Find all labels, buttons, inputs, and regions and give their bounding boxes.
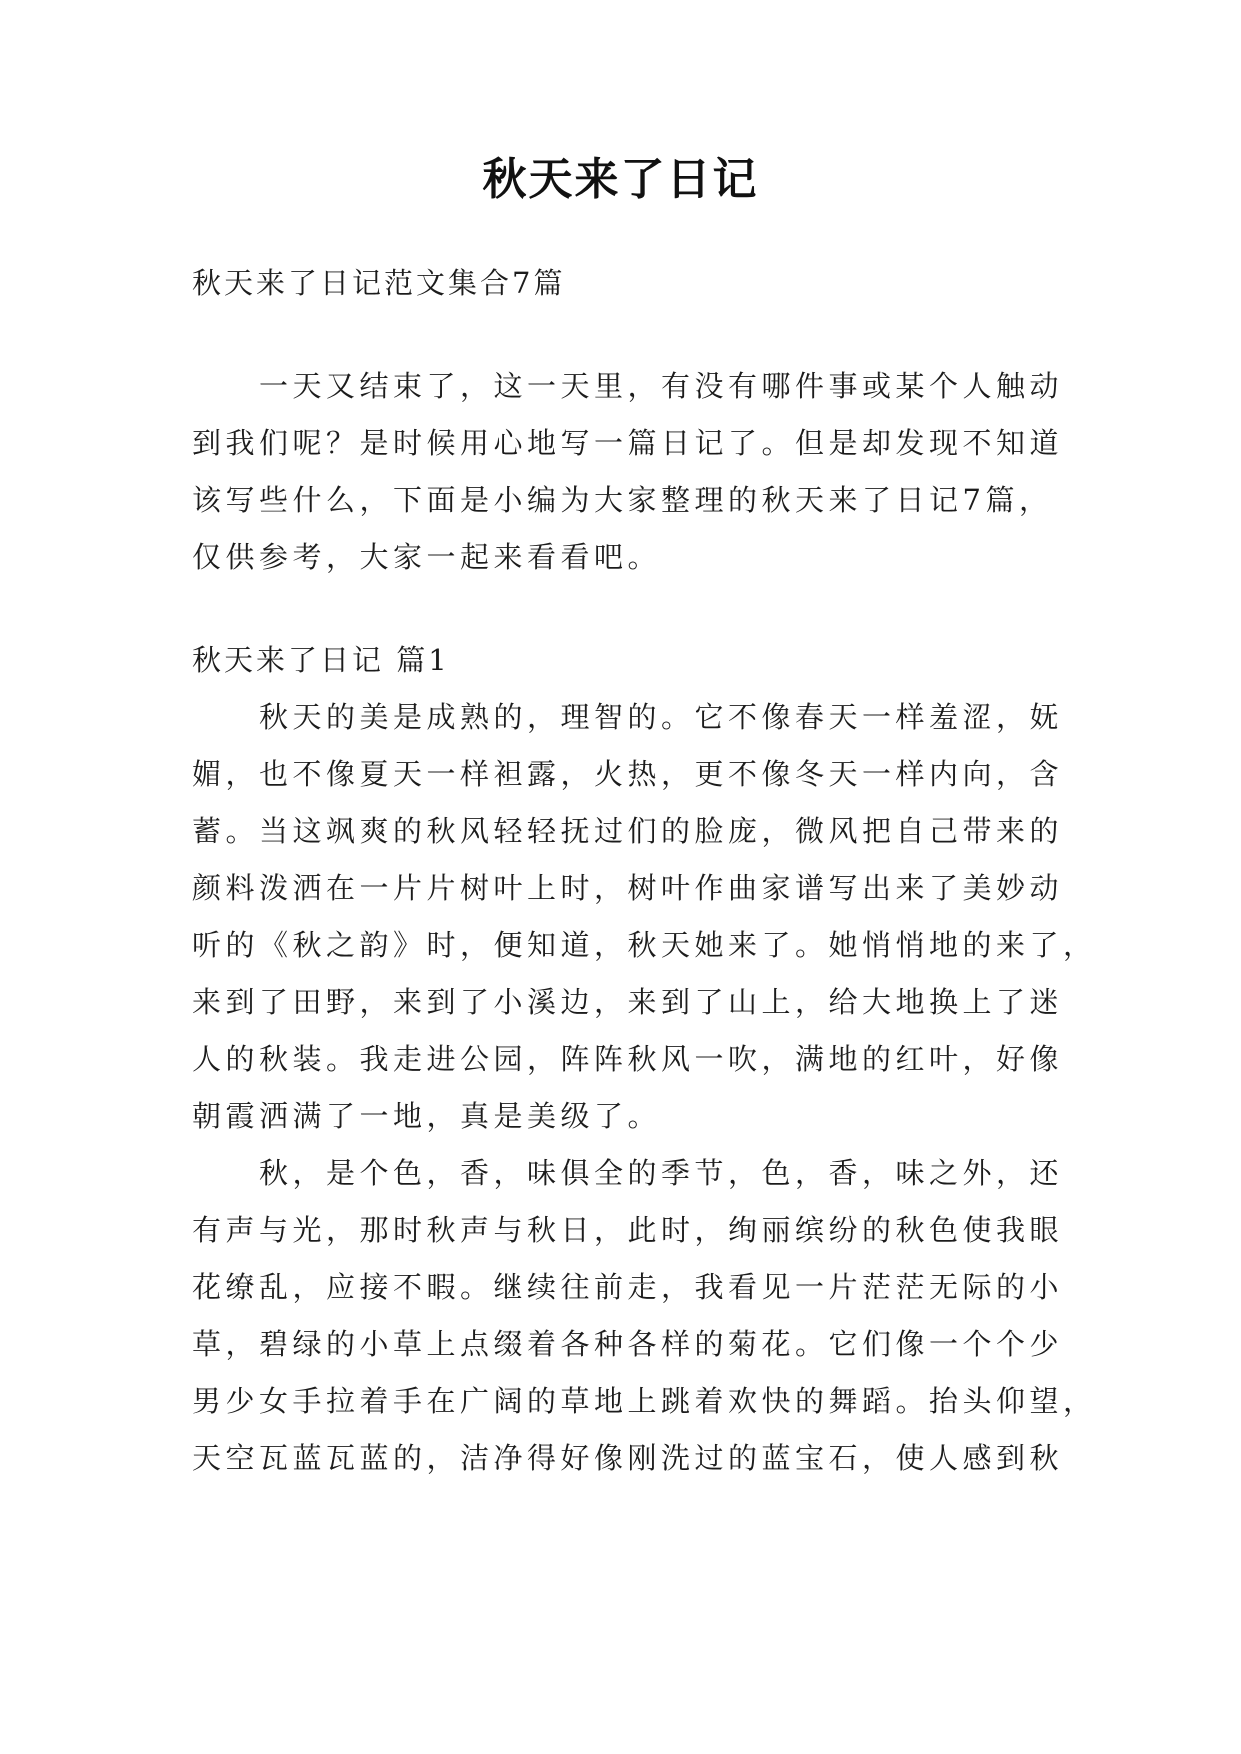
paragraph-line: 来到了田野，来到了小溪边，来到了山上，给大地换上了迷	[192, 985, 1064, 1019]
paragraph-line: 天空瓦蓝瓦蓝的，洁净得好像刚洗过的蓝宝石，使人感到秋	[192, 1441, 1064, 1475]
paragraph-line: 朝霞洒满了一地，真是美级了。	[192, 1099, 662, 1133]
paragraph-line: 人的秋装。我走进公园，阵阵秋风一吹，满地的红叶，好像	[192, 1042, 1064, 1076]
paragraph-line: 草，碧绿的小草上点缀着各种各样的菊花。它们像一个个少	[192, 1327, 1064, 1361]
paragraph-line: 蓄。当这飒爽的秋风轻轻抚过们的脸庞，微风把自己带来的	[192, 814, 1064, 848]
section-heading: 秋天来了日记 篇1	[192, 643, 450, 677]
paragraph-line: 秋，是个色，香，味俱全的季节，色，香，味之外，还	[192, 1156, 1064, 1190]
paragraph-line: 颜料泼洒在一片片树叶上时，树叶作曲家谱写出来了美妙动	[192, 871, 1064, 905]
document-subtitle: 秋天来了日记范文集合7篇	[192, 266, 566, 300]
paragraph-line: 男少女手拉着手在广阔的草地上跳着欢快的舞蹈。抬头仰望，	[192, 1384, 1097, 1418]
paragraph-line: 花缭乱，应接不暇。继续往前走，我看见一片茫茫无际的小	[192, 1270, 1064, 1304]
document-title: 秋天来了日记	[482, 154, 759, 205]
intro-line: 到我们呢？是时候用心地写一篇日记了。但是却发现不知道	[192, 426, 1064, 460]
paragraph-line: 有声与光，那时秋声与秋日，此时，绚丽缤纷的秋色使我眼	[192, 1213, 1064, 1247]
paragraph-line: 秋天的美是成熟的，理智的。它不像春天一样羞涩，妩	[192, 700, 1064, 734]
paragraph-line: 媚，也不像夏天一样袒露，火热，更不像冬天一样内向，含	[192, 757, 1064, 791]
paragraph-line: 听的《秋之韵》时，便知道，秋天她来了。她悄悄地的来了，	[192, 928, 1097, 962]
intro-line: 仅供参考，大家一起来看看吧。	[192, 540, 662, 574]
intro-line: 该写些什么，下面是小编为大家整理的秋天来了日记7篇，	[192, 483, 1053, 517]
intro-line: 一天又结束了，这一天里，有没有哪件事或某个人触动	[192, 369, 1064, 403]
